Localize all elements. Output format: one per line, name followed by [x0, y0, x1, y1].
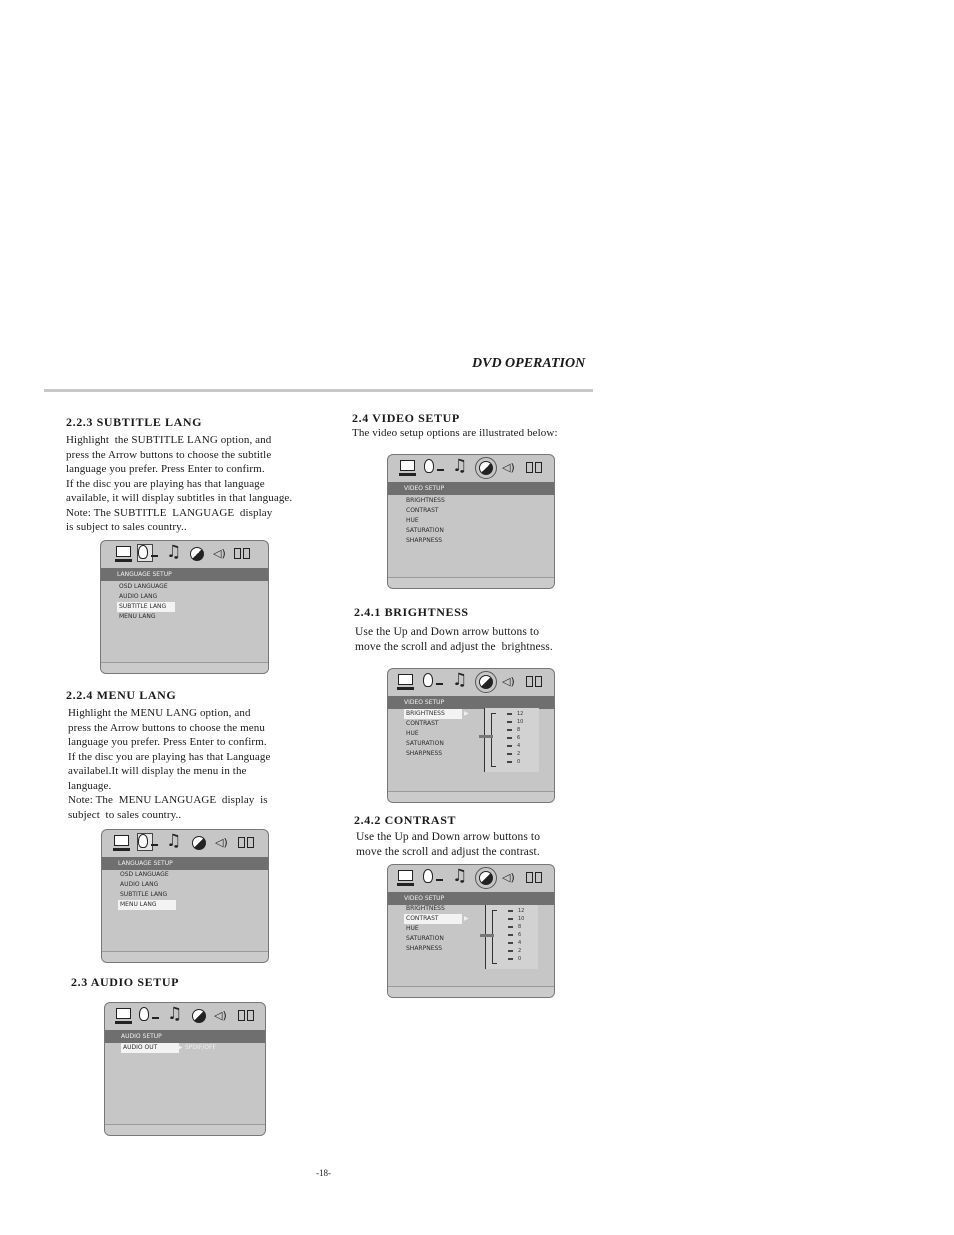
- audio-setup-screen: [104, 1002, 266, 1136]
- osd-menu-header: VIDEO SETUP: [388, 892, 554, 905]
- video-disc-icon: [479, 461, 493, 475]
- dolby-icon: [234, 548, 250, 559]
- scale-value: 0: [517, 759, 521, 765]
- video-disc-icon: [192, 1009, 206, 1023]
- audio-setup-title: 2.3 AUDIO SETUP: [71, 975, 180, 989]
- speaker-icon: ◁): [214, 1009, 227, 1022]
- contrast-slider-handle[interactable]: [480, 934, 494, 937]
- osd-menu-header: AUDIO SETUP: [105, 1030, 265, 1043]
- osd-menu-item[interactable]: SATURATION: [406, 527, 444, 534]
- osd-menu-item-selected[interactable]: SUBTITLE LANG: [117, 602, 175, 612]
- language-icon: [138, 545, 152, 561]
- speaker-icon: ◁): [502, 871, 515, 884]
- dolby-icon: [238, 1010, 254, 1021]
- audio-out-value: SPDIF/OFF: [185, 1044, 216, 1051]
- dolby-icon: [238, 837, 254, 848]
- osd-menu-header: VIDEO SETUP: [388, 482, 554, 495]
- osd-menu-item[interactable]: CONTRAST: [406, 720, 439, 727]
- scale-value: 8: [518, 924, 522, 930]
- selection-arrow-icon: ▶: [464, 915, 469, 922]
- language-icon: [423, 869, 437, 885]
- osd-menu-item[interactable]: SATURATION: [406, 935, 444, 942]
- speaker-icon: ◁): [502, 461, 515, 474]
- osd-icon-bar: [388, 669, 554, 695]
- menu-lang-screen: [101, 829, 269, 963]
- dolby-icon: [526, 676, 542, 687]
- scale-value: 8: [517, 727, 521, 733]
- speaker-icon: ◁): [213, 547, 226, 560]
- brightness-paragraph: Use the Up and Down arrow buttons to move the scroll and adjust the brightness.: [355, 626, 553, 653]
- osd-menu-item[interactable]: SHARPNESS: [406, 945, 443, 952]
- osd-icon-bar: [102, 830, 268, 856]
- subtitle-lang-screen: [100, 540, 269, 674]
- video-setup-intro: The video setup options are illustrated below:: [352, 427, 558, 439]
- scale-value: 10: [517, 719, 524, 725]
- language-icon: [424, 459, 438, 475]
- music-note-icon: ♫: [452, 670, 468, 690]
- osd-menu-item[interactable]: SATURATION: [406, 740, 444, 747]
- osd-menu-item[interactable]: OSD LANGUAGE: [120, 871, 169, 878]
- language-icon: [139, 1007, 153, 1023]
- scale-value: 2: [517, 751, 521, 757]
- osd-menu-list: [117, 582, 175, 622]
- brightness-title: 2.4.1 BRIGHTNESS: [354, 605, 469, 619]
- monitor-icon: [398, 674, 413, 685]
- osd-menu-header: LANGUAGE SETUP: [102, 857, 268, 870]
- page-header-title: DVD OPERATION: [472, 356, 586, 371]
- monitor-icon: [116, 1008, 131, 1019]
- speaker-icon: ◁): [215, 836, 228, 849]
- osd-menu-item-selected[interactable]: BRIGHTNESS: [404, 709, 462, 719]
- osd-menu-item-selected[interactable]: CONTRAST: [404, 914, 462, 924]
- monitor-icon: [398, 870, 413, 881]
- osd-menu-item[interactable]: SUBTITLE LANG: [120, 891, 168, 898]
- subtitle-lang-title: 2.2.3 SUBTITLE LANG: [66, 415, 203, 429]
- osd-menu-list: [404, 496, 462, 546]
- monitor-icon: [114, 835, 129, 846]
- osd-footer: [105, 1124, 265, 1135]
- monitor-icon: [400, 460, 415, 471]
- music-note-icon: ♫: [166, 542, 182, 562]
- scale-value: 0: [518, 956, 522, 962]
- osd-footer: [388, 986, 554, 997]
- osd-footer: [101, 662, 268, 673]
- osd-menu-item[interactable]: CONTRAST: [406, 507, 439, 514]
- language-icon: [423, 673, 437, 689]
- osd-footer: [388, 577, 554, 588]
- osd-menu-list: [121, 1043, 179, 1053]
- osd-footer: [102, 951, 268, 962]
- language-icon: [138, 834, 152, 850]
- osd-footer: [388, 791, 554, 802]
- osd-menu-item[interactable]: SHARPNESS: [406, 750, 443, 757]
- menu-lang-paragraph: Highlight the MENU LANG option, and press the Arrow buttons to choose the menu language you prefer. Press Enter to confirm. If the disc you are playing has that Language availabel.It will display the menu in the language. Note: The MENU LANGUAGE display is subject to sales country..: [68, 707, 271, 821]
- osd-menu-header: VIDEO SETUP: [388, 696, 554, 709]
- subtitle-lang-paragraph: Highlight the SUBTITLE LANG option, and press the Arrow buttons to choose the subtitle language you prefer. Press Enter to confirm. If the disc you are playing has that language available, it will display subtitles in that language. Note: The SUBTITLE LANGUAGE display is subject to sales country..: [66, 434, 293, 533]
- scale-value: 10: [518, 916, 525, 922]
- scale-value: 6: [517, 735, 521, 741]
- video-disc-icon: [192, 836, 206, 850]
- music-note-icon: ♫: [452, 866, 468, 886]
- osd-menu-list: [404, 904, 462, 954]
- osd-menu-list: [118, 870, 176, 910]
- monitor-icon: [116, 546, 131, 557]
- scale-value: 12: [517, 711, 524, 717]
- video-disc-icon: [479, 675, 493, 689]
- contrast-paragraph: Use the Up and Down arrow buttons to move the scroll and adjust the contrast.: [356, 831, 541, 858]
- header-divider: [44, 389, 593, 392]
- music-note-icon: ♫: [167, 1004, 183, 1024]
- scale-value: 4: [517, 743, 521, 749]
- osd-menu-item[interactable]: MENU LANG: [119, 613, 156, 620]
- selection-arrow-icon: ▶: [178, 1044, 183, 1051]
- osd-menu-item[interactable]: AUDIO LANG: [119, 593, 158, 600]
- menu-lang-title: 2.2.4 MENU LANG: [66, 688, 177, 702]
- video-setup-screen: [387, 454, 555, 589]
- osd-icon-bar: [388, 455, 554, 481]
- contrast-title: 2.4.2 CONTRAST: [354, 813, 457, 827]
- video-disc-icon: [479, 871, 493, 885]
- scale-value: 4: [518, 940, 522, 946]
- osd-menu-item[interactable]: AUDIO LANG: [120, 881, 159, 888]
- osd-menu-item[interactable]: SHARPNESS: [406, 537, 443, 544]
- scale-value: 6: [518, 932, 522, 938]
- osd-icon-bar: [105, 1003, 265, 1029]
- osd-menu-item[interactable]: OSD LANGUAGE: [119, 583, 168, 590]
- brightness-screen: [387, 668, 555, 803]
- osd-menu-item[interactable]: HUE: [406, 730, 419, 737]
- page-number: -18-: [316, 1168, 331, 1178]
- brightness-scale: [484, 708, 539, 772]
- osd-menu-item-selected[interactable]: AUDIO OUT: [121, 1043, 179, 1053]
- osd-menu-item[interactable]: BRIGHTNESS: [406, 497, 445, 504]
- osd-icon-bar: [388, 865, 554, 891]
- scale-value: 12: [518, 908, 525, 914]
- dolby-icon: [526, 872, 542, 883]
- osd-menu-item[interactable]: BRIGHTNESS: [406, 905, 445, 912]
- music-note-icon: ♫: [166, 831, 182, 851]
- contrast-scale: [485, 905, 538, 969]
- video-setup-title: 2.4 VIDEO SETUP: [352, 411, 460, 425]
- selection-arrow-icon: ▶: [464, 710, 469, 717]
- osd-icon-bar: [101, 541, 268, 567]
- osd-menu-list: [404, 709, 462, 759]
- dolby-icon: [526, 462, 542, 473]
- osd-menu-item[interactable]: HUE: [406, 517, 419, 524]
- contrast-screen: [387, 864, 555, 998]
- music-note-icon: ♫: [452, 456, 468, 476]
- brightness-slider-handle[interactable]: [479, 735, 493, 738]
- osd-menu-header: LANGUAGE SETUP: [101, 568, 268, 581]
- osd-menu-item-selected[interactable]: MENU LANG: [118, 900, 176, 910]
- video-disc-icon: [190, 547, 204, 561]
- osd-menu-item[interactable]: HUE: [406, 925, 419, 932]
- scale-value: 2: [518, 948, 522, 954]
- speaker-icon: ◁): [502, 675, 515, 688]
